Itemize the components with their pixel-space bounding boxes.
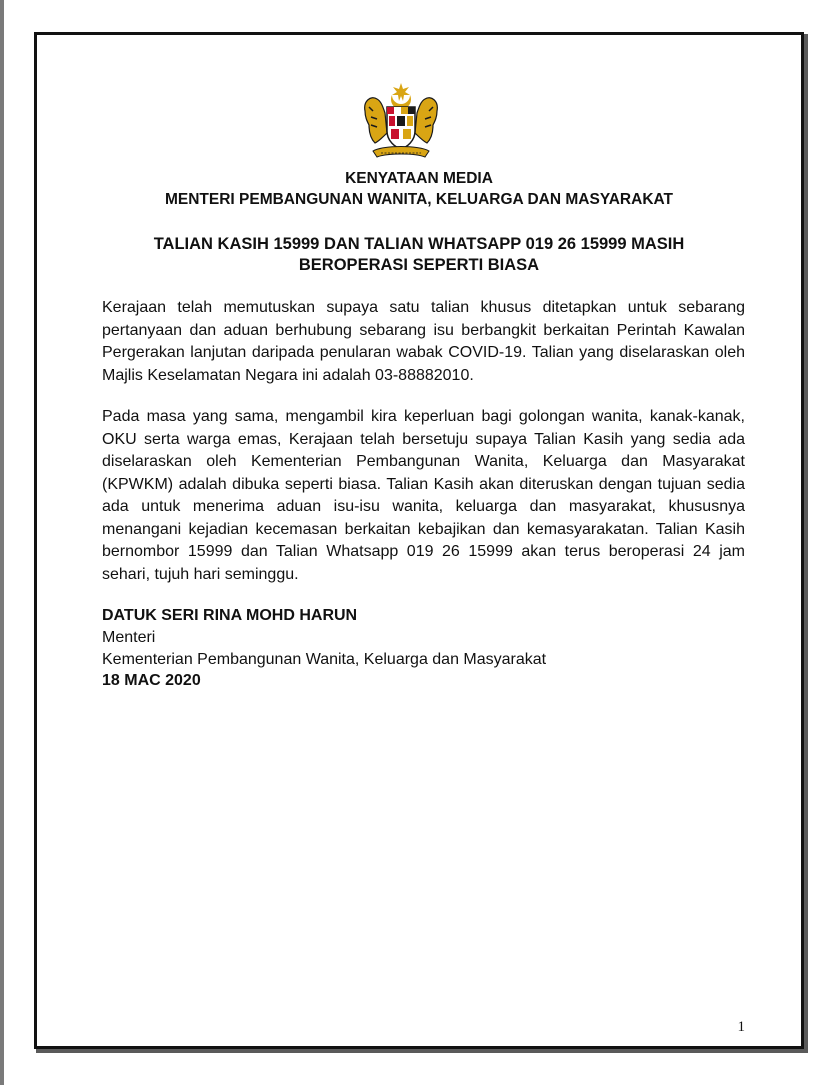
page-number: 1 — [737, 1019, 745, 1035]
statement-title: TALIAN KASIH 15999 DAN TALIAN WHATSAPP 019 26 15999 MASIH BEROPERASI SEPERTI BIASA — [153, 235, 685, 274]
heading-media-statement: KENYATAAN MEDIA — [345, 170, 493, 187]
signatory-name: DATUK SERI RINA MOHD HARUN — [102, 607, 358, 624]
signatory-ministry: Kementerian Pembangunan Wanita, Keluarga dan Masyarakat — [102, 651, 547, 668]
document-page — [34, 32, 804, 1049]
paragraph: Pada masa yang sama, mengambil kira keperluan bagi golongan wanita, kanak-kanak, OKU serta warga emas, Kerajaan telah bersetuju supaya Talian Kasih yang sedia ada diselaraskan oleh Kementerian Pembangunan Wanita, Keluarga dan Masyarakat (KPWKM) adalah dibuka seperti biasa. Talian Kasih akan diteruskan dengan tujuan sedia ada untuk menerima aduan isu-isu wanita, keluarga dan masyarakat, khususnya menangani kejadian kecemasan berkaitan kebajikan dan kemasyarakatan. Talian Kasih bernombor 15999 dan Talian Whatsapp 019 26 15999 akan terus beroperasi 24 jam sehari, tujuh hari seminggu. — [102, 408, 745, 583]
statement-date: 18 MAC 2020 — [102, 672, 201, 689]
signatory-role: Menteri — [102, 629, 156, 646]
malaysia-coat-of-arms-icon — [359, 81, 443, 165]
paragraph: Kerajaan telah memutuskan supaya satu talian khusus ditetapkan untuk sebarang pertanyaan dan aduan berhubung sebarang isu berbangkit berkaitan Perintah Kawalan Pergerakan lanjutan daripada penularan wabak COVID-19. Talian yang diselaraskan oleh Majlis Keselamatan Negara ini adalah 03-88882010. — [102, 299, 745, 384]
heading-ministry: MENTERI PEMBANGUNAN WANITA, KELUARGA DAN MASYARAKAT — [164, 191, 674, 208]
viewer-left-edge — [0, 0, 4, 1085]
